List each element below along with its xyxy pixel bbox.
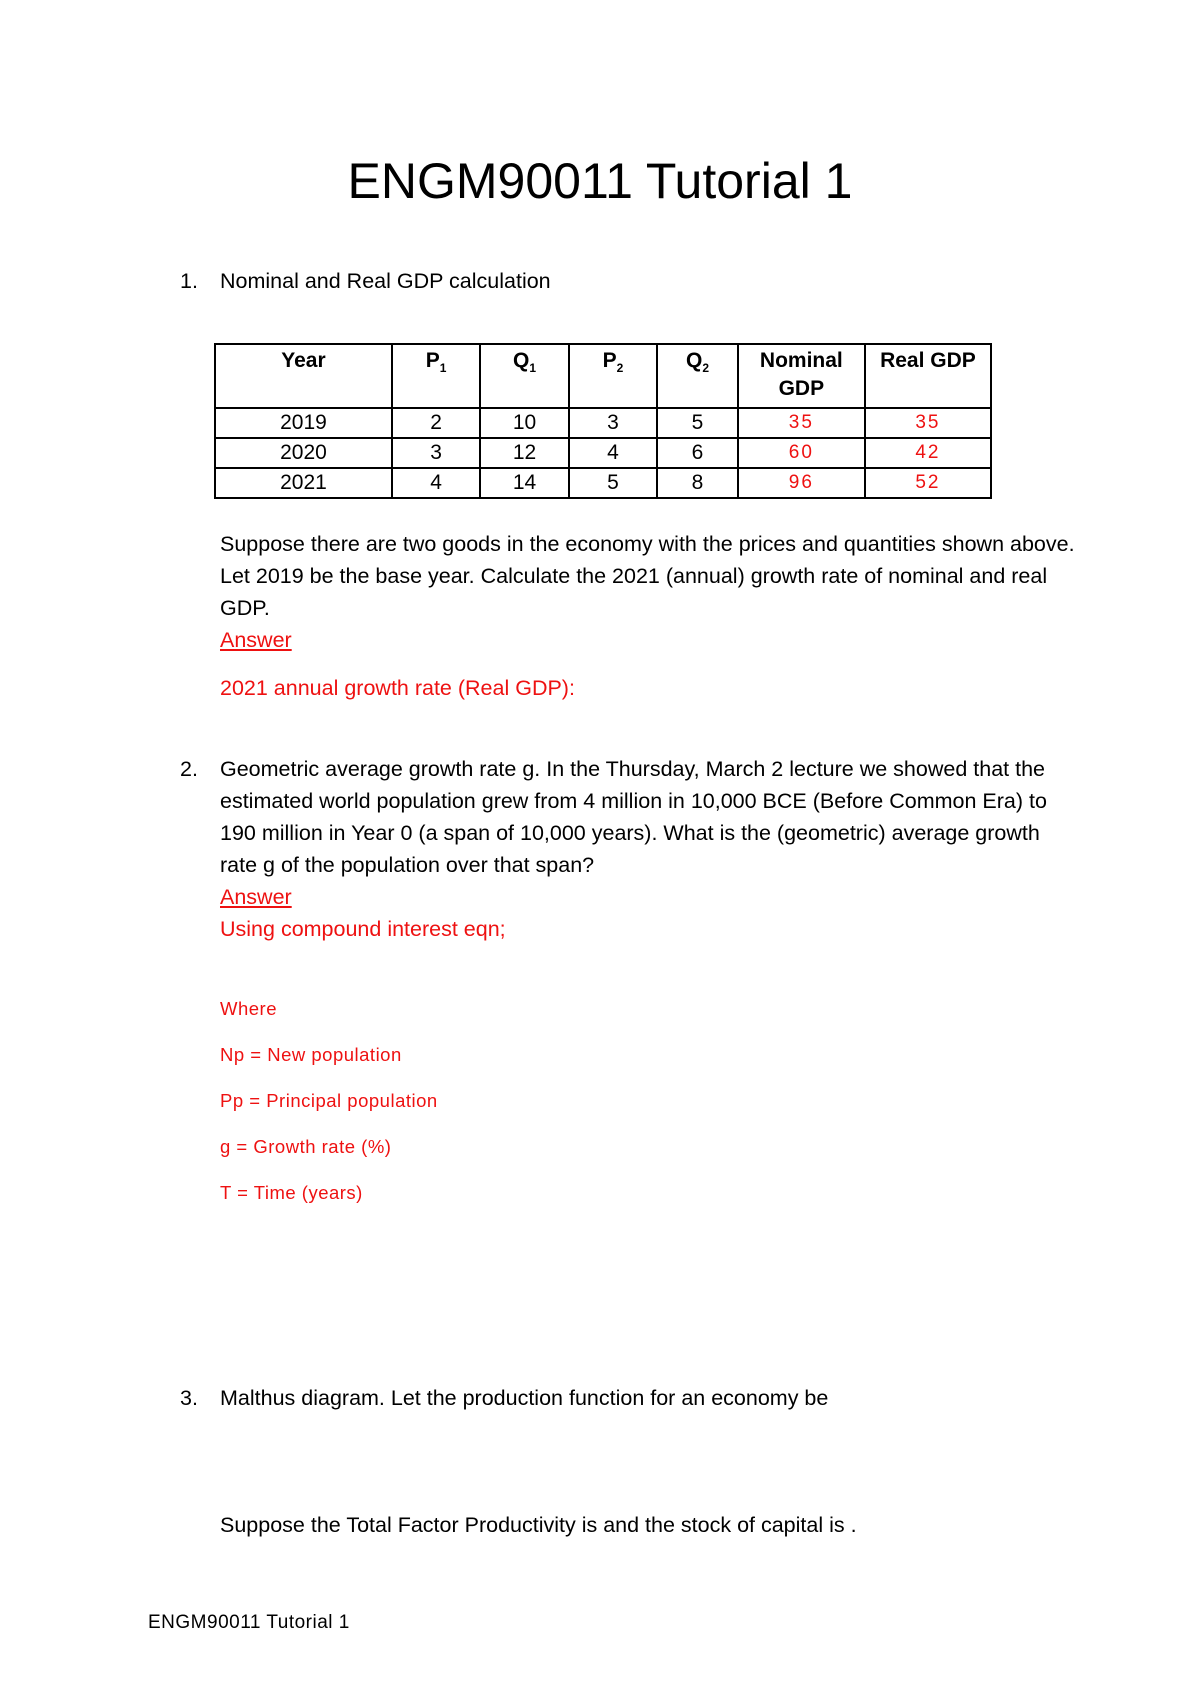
definition-np: Np = New population — [220, 1044, 402, 1065]
cell-q1: 14 — [480, 468, 568, 498]
cell-p2: 3 — [569, 408, 657, 438]
question-2 — [180, 753, 1080, 945]
cell-p2: 4 — [569, 438, 657, 468]
header-nominal-gdp: Nominal GDP — [738, 344, 865, 408]
cell-real-gdp: 52 — [865, 468, 991, 498]
cell-nominal-gdp: 96 — [738, 468, 865, 498]
table-row — [215, 438, 991, 468]
header-p1: $P_1$ — [392, 344, 480, 408]
question-1-number: 1. — [180, 269, 198, 293]
question-1-answer-label: Answer — [220, 628, 292, 652]
header-q1: $Q_1$ — [480, 344, 568, 408]
question-2-answer-line: Using compound interest eqn; — [220, 917, 506, 941]
cell-q1: 10 — [480, 408, 568, 438]
definition-g: g = Growth rate (%) — [220, 1136, 392, 1157]
question-1-answer-line: 2021 annual growth rate (Real GDP): — [220, 676, 575, 700]
cell-p1: 4 — [392, 468, 480, 498]
header-year: Year — [215, 344, 392, 408]
cell-p1: 3 — [392, 438, 480, 468]
definition-t: T = Time (years) — [220, 1182, 363, 1203]
table-header-row — [215, 344, 991, 408]
page-title: ENGM90011 Tutorial 1 — [347, 153, 853, 209]
page-footer: ENGM90011 Tutorial 1 — [148, 1612, 350, 1633]
question-2-number: 2. — [180, 757, 198, 781]
where-label: Where — [220, 998, 277, 1019]
definition-pp: Pp = Principal population — [220, 1090, 438, 1111]
question-3-text: Malthus diagram. Let the production function for an economy be — [220, 1386, 829, 1410]
cell-q2: 8 — [657, 468, 738, 498]
question-3-text2: Suppose the Total Factor Productivity is and the stock of capital is . — [220, 1513, 857, 1537]
question-1-text: Suppose there are two goods in the economy with the prices and quantities shown above. Let 2019 be the base year. Calculate the 2021 (annual) growth rate of nominal and real GDP. — [220, 532, 1075, 620]
question-1-body — [180, 528, 1080, 704]
cell-year: 2021 — [215, 468, 392, 498]
cell-q1: 12 — [480, 438, 568, 468]
question-1-heading: Nominal and Real GDP calculation — [220, 269, 551, 293]
cell-q2: 6 — [657, 438, 738, 468]
question-3-followup — [180, 1509, 1080, 1541]
gdp-table — [214, 343, 992, 499]
table-row — [215, 468, 991, 498]
question-1 — [180, 265, 1080, 297]
cell-year: 2019 — [215, 408, 392, 438]
question-2-text: Geometric average growth rate g. In the Thursday, March 2 lecture we showed that the estimated world population grew from 4 million in 10,000 BCE (Before Common Era) to 190 million in Year 0 (a span of 10,000 years). What is the (geometric) average growth rate g of the population over that span? — [220, 757, 1047, 877]
cell-real-gdp: 35 — [865, 408, 991, 438]
cell-p2: 5 — [569, 468, 657, 498]
cell-year: 2020 — [215, 438, 392, 468]
header-q2: $Q_2$ — [657, 344, 738, 408]
header-real-gdp: Real GDP — [865, 344, 991, 408]
cell-p1: 2 — [392, 408, 480, 438]
cell-nominal-gdp: 35 — [738, 408, 865, 438]
table-row — [215, 408, 991, 438]
cell-nominal-gdp: 60 — [738, 438, 865, 468]
header-p2: $P_2$ — [569, 344, 657, 408]
question-2-answer-label: Answer — [220, 885, 292, 909]
question-3-number: 3. — [180, 1386, 198, 1410]
question-3 — [180, 1382, 1080, 1414]
cell-q2: 5 — [657, 408, 738, 438]
cell-real-gdp: 42 — [865, 438, 991, 468]
